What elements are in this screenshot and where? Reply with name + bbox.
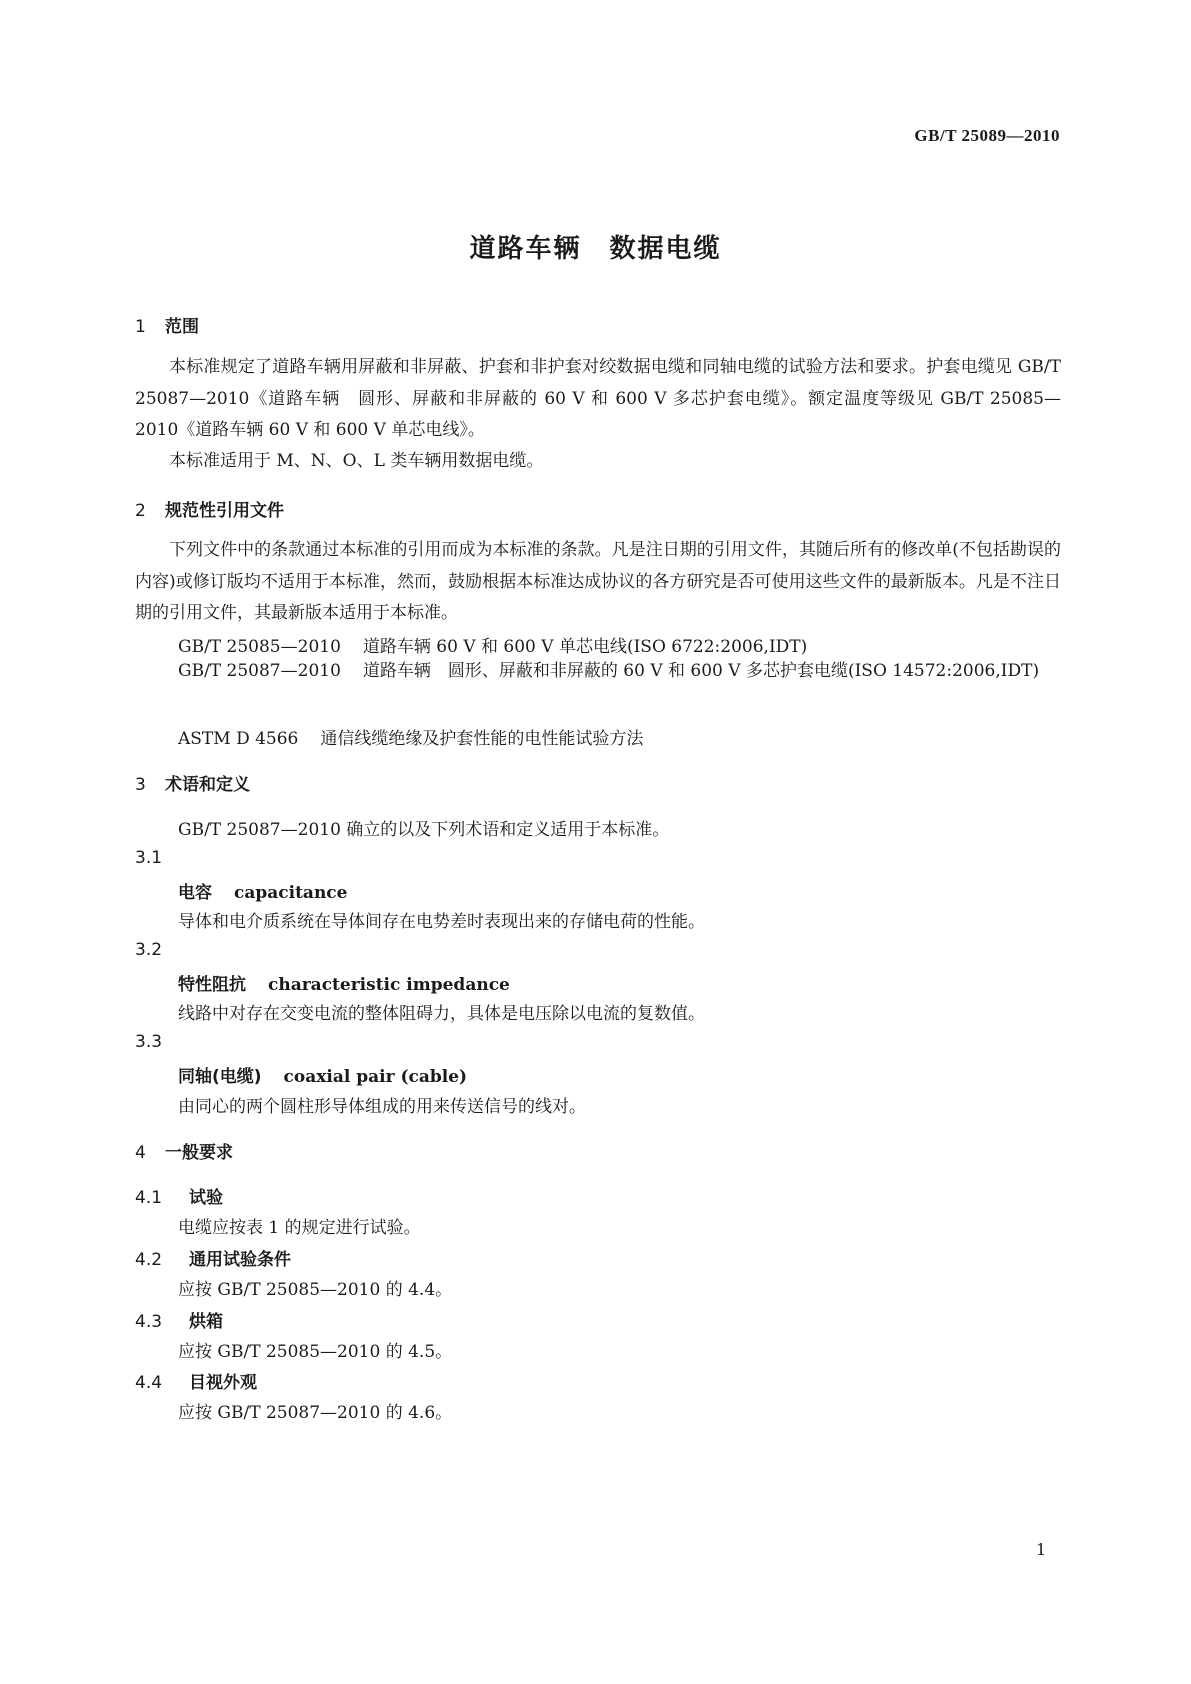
reference-title: 通信线缆绝缘及护套性能的电性能试验方法	[320, 729, 644, 749]
reference-title: 道路车辆 60 V 和 600 V 单芯电线(ISO 6722:2006,IDT)	[362, 637, 808, 657]
clause-4-1-heading	[135, 1183, 223, 1208]
term-en: characteristic impedance	[268, 975, 510, 995]
page-number: 1	[1036, 1540, 1047, 1559]
clause-4-2-text: 应按 GB/T 25085—2010 的 4.4。	[178, 1280, 453, 1300]
clause-4-2-heading	[135, 1245, 291, 1270]
section-4-heading	[135, 1138, 233, 1163]
clause-number: 4.2	[135, 1250, 163, 1270]
section-title: 术语和定义	[165, 775, 250, 795]
section-number: 1	[135, 317, 146, 337]
clause-4-4-heading	[135, 1368, 257, 1393]
standard-code: GB/T 25089—2010	[914, 126, 1060, 145]
section-2-paragraph: 下列文件中的条款通过本标准的引用而成为本标准的条款。凡是注日期的引用文件，其随后所有的修改单(不包括勘误的内容)或修订版均不适用于本标准，然而，鼓励根据本标准达成协议的各方研究是否可使用这些文件的最新版本。凡是不注日期的引用文件，其最新版本适用于本标准。	[135, 540, 1061, 623]
reference-2	[135, 656, 1061, 688]
section-1-paragraph-1: 本标准规定了道路车辆用屏蔽和非屏蔽、护套和非护套对绞数据电缆和同轴电缆的试验方法和要求。护套电缆见 GB/T 25087—2010《道路车辆 圆形、屏蔽和非屏蔽的 60 V 和 600 V 多芯护套电缆》。额定温度等级见 GB/T 25085—2010《道路车辆 60 V 和 600 V 单芯电线》。	[135, 357, 1061, 440]
section-title: 一般要求	[165, 1143, 233, 1163]
clause-title: 试验	[189, 1188, 223, 1208]
term-3-3	[178, 1062, 467, 1087]
term-en: capacitance	[234, 883, 348, 903]
clause-title: 通用试验条件	[189, 1250, 291, 1270]
term-3-1-number: 3.1	[135, 848, 163, 868]
clause-4-3-heading	[135, 1307, 223, 1332]
section-number: 2	[135, 501, 146, 521]
term-3-2	[178, 970, 510, 995]
page-title: 道路车辆 数据电缆	[469, 234, 722, 264]
clause-title: 目视外观	[189, 1373, 257, 1393]
clause-title: 烘箱	[189, 1312, 223, 1332]
section-number: 3	[135, 775, 146, 795]
term-3-2-number: 3.2	[135, 940, 163, 960]
clause-number: 4.4	[135, 1373, 163, 1393]
term-3-3-number: 3.3	[135, 1032, 163, 1052]
section-number: 4	[135, 1143, 146, 1163]
reference-code: GB/T 25087—2010	[178, 661, 341, 681]
section-title: 范围	[165, 317, 199, 337]
clause-number: 4.1	[135, 1188, 163, 1208]
reference-title: 道路车辆 圆形、屏蔽和非屏蔽的 60 V 和 600 V 多芯护套电缆(ISO 14572:2006,IDT)	[362, 661, 1040, 681]
term-3-1	[178, 878, 347, 903]
term-zh: 特性阻抗	[178, 975, 246, 995]
reference-3	[178, 724, 643, 749]
term-zh: 电容	[178, 883, 212, 903]
term-3-1-definition: 导体和电介质系统在导体间存在电势差时表现出来的存储电荷的性能。	[178, 912, 705, 932]
reference-code: GB/T 25085—2010	[178, 637, 341, 657]
section-1-paragraph-2: 本标准适用于 M、N、O、L 类车辆用数据电缆。	[169, 451, 544, 471]
reference-1	[178, 632, 807, 657]
term-3-2-definition: 线路中对存在交变电流的整体阻碍力，具体是电压除以电流的复数值。	[178, 1004, 705, 1024]
clause-4-1-text: 电缆应按表 1 的规定进行试验。	[178, 1218, 421, 1238]
section-3-intro: GB/T 25087—2010 确立的以及下列术语和定义适用于本标准。	[178, 820, 670, 840]
term-en: coaxial pair (cable)	[283, 1067, 468, 1087]
section-2-heading	[135, 496, 284, 521]
clause-number: 4.3	[135, 1312, 163, 1332]
clause-4-4-text: 应按 GB/T 25087—2010 的 4.6。	[178, 1403, 453, 1423]
term-zh: 同轴(电缆)	[178, 1067, 262, 1087]
term-3-3-definition: 由同心的两个圆柱形导体组成的用来传送信号的线对。	[178, 1097, 586, 1117]
clause-4-3-text: 应按 GB/T 25085—2010 的 4.5。	[178, 1342, 453, 1362]
section-title: 规范性引用文件	[165, 501, 284, 521]
section-3-heading	[135, 770, 250, 795]
section-1-heading	[135, 312, 199, 337]
reference-code: ASTM D 4566	[178, 729, 299, 749]
